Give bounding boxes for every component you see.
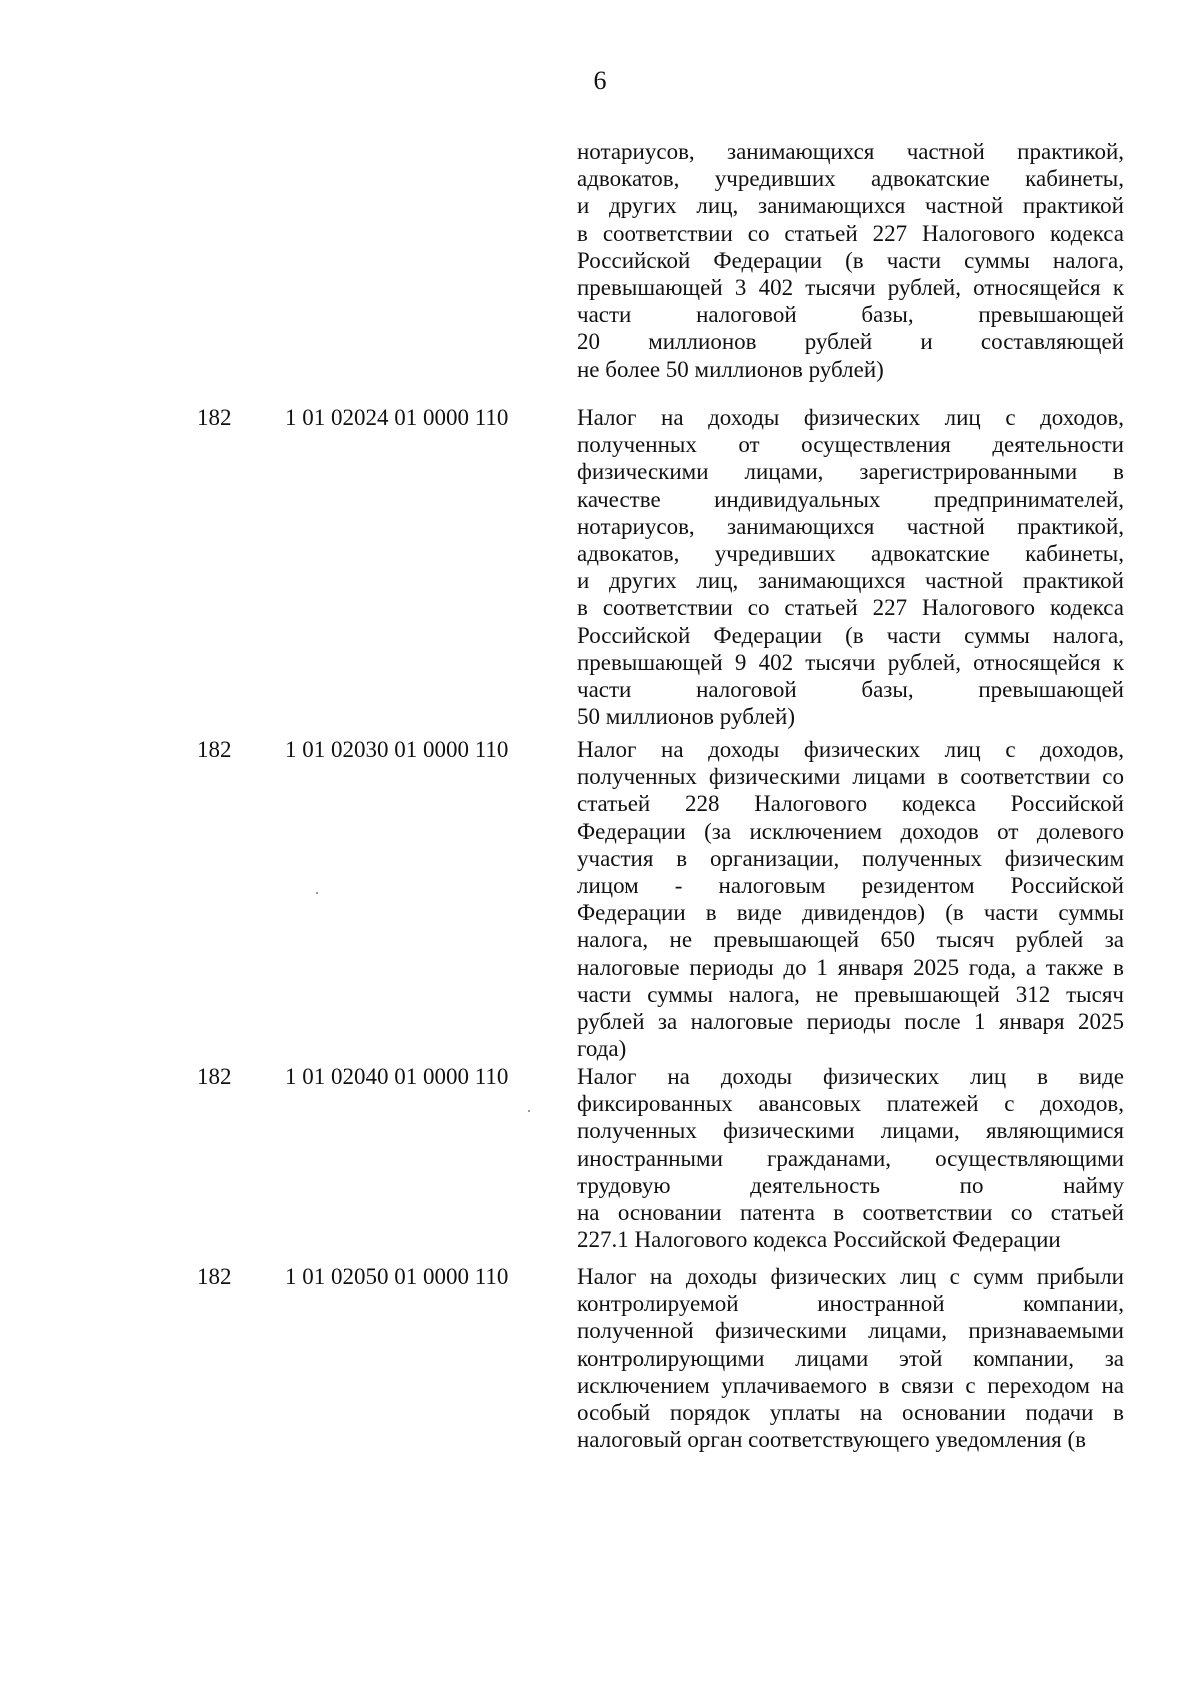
description-line: и других лиц, занимающихся частной практикой — [577, 193, 1124, 219]
description-line: части суммы налога, не превышающей 312 тысяч — [577, 981, 1124, 1007]
description-line: контролируемой иностранной компании, — [577, 1291, 1124, 1317]
description-line: налоговые периоды до 1 января 2025 года, а также в — [577, 954, 1124, 980]
description-line: 227.1 Налогового кодекса Российской Федерации — [577, 1227, 1061, 1253]
description-line: адвокатов, учредивших адвокатские кабинеты, — [577, 166, 1124, 192]
description-line: лицом - налоговым резидентом Российской — [577, 872, 1124, 898]
description-line: на основании патента в соответствии со статьей — [577, 1199, 1124, 1225]
admin-code: 182 — [197, 1264, 232, 1289]
description-line: адвокатов, учредивших адвокатские кабинеты, — [577, 540, 1124, 566]
description-line: 50 миллионов рублей) — [577, 704, 795, 730]
description-line: физическими лицами, зарегистрированными в — [577, 459, 1124, 485]
description-line: трудовую деятельность по найму — [577, 1172, 1124, 1198]
description-line: участия в организации, полученных физическим — [577, 845, 1124, 871]
description-line: Российской Федерации (в части суммы налога, — [577, 247, 1124, 273]
description-line: иностранными гражданами, осуществляющими — [577, 1145, 1124, 1171]
description-line: не более 50 миллионов рублей) — [577, 356, 884, 382]
description-line: года) — [577, 1036, 627, 1062]
description-line: контролирующими лицами этой компании, за — [577, 1345, 1124, 1371]
scan-speck — [528, 1110, 530, 1112]
description-line: нотариусов, занимающихся частной практикой, — [577, 139, 1124, 164]
income-description — [577, 404, 1124, 730]
description-line: в соответствии со статьей 227 Налогового кодекса — [577, 595, 1124, 621]
description-line: превышающей 3 402 тысячи рублей, относящейся к — [577, 274, 1124, 300]
admin-code: 182 — [197, 1064, 232, 1089]
description-line: полученных физическими лицами, являющимися — [577, 1118, 1124, 1144]
description-line: статьей 228 Налогового кодекса Российской — [577, 791, 1124, 817]
description-line: нотариусов, занимающихся частной практикой, — [577, 513, 1124, 539]
description-line: 20 миллионов рублей и составляющей — [577, 329, 1124, 355]
description-line: особый порядок уплаты на основании подачи в — [577, 1399, 1124, 1425]
description-line: Федерации в виде дивидендов) (в части суммы — [577, 900, 1124, 926]
description-line: Федерации (за исключением доходов от долевого — [577, 818, 1124, 844]
budget-classification-code: 1 01 02050 01 0000 110 — [285, 1264, 509, 1289]
description-line: Налог на доходы физических лиц с доходов, — [577, 405, 1124, 430]
description-line: налога, не превышающей 650 тысяч рублей за — [577, 927, 1124, 953]
description-line: и других лиц, занимающихся частной практикой — [577, 568, 1124, 594]
scan-speck — [316, 892, 318, 894]
description-line: превышающей 9 402 тысячи рублей, относящейся к — [577, 649, 1124, 675]
description-line: в соответствии со статьей 227 Налогового кодекса — [577, 220, 1124, 246]
description-line: полученных от осуществления деятельности — [577, 432, 1124, 458]
budget-classification-code: 1 01 02024 01 0000 110 — [285, 405, 509, 430]
description-line: налоговый орган соответствующего уведомления (в — [577, 1427, 1086, 1453]
description-line: рублей за налоговые периоды после 1 января 2025 — [577, 1008, 1124, 1034]
income-description — [577, 1263, 1124, 1453]
description-line: фиксированных авансовых платежей с доходов, — [577, 1091, 1124, 1117]
description-line: части налоговой базы, превышающей — [577, 676, 1124, 702]
description-line: Российской Федерации (в части суммы налога, — [577, 622, 1124, 648]
description-line: исключением уплачиваемого в связи с переходом на — [577, 1372, 1124, 1398]
budget-classification-code: 1 01 02040 01 0000 110 — [285, 1064, 509, 1089]
admin-code: 182 — [197, 737, 232, 762]
description-line: Налог на доходы физических лиц с доходов, — [577, 737, 1124, 762]
description-line: качестве индивидуальных предпринимателей, — [577, 486, 1124, 512]
description-line: полученных физическими лицами в соответствии со — [577, 764, 1124, 790]
description-line: части налоговой базы, превышающей — [577, 302, 1124, 328]
description-line: Налог на доходы физических лиц в виде — [577, 1064, 1124, 1089]
income-description — [577, 736, 1124, 1062]
continuation-description — [577, 138, 1124, 383]
income-description — [577, 1063, 1124, 1253]
budget-classification-code: 1 01 02030 01 0000 110 — [285, 737, 509, 762]
description-line: полученной физическими лицами, признаваемыми — [577, 1318, 1124, 1344]
page-number: 6 — [593, 66, 607, 95]
description-line: Налог на доходы физических лиц с сумм прибыли — [577, 1264, 1124, 1289]
admin-code: 182 — [197, 405, 232, 430]
